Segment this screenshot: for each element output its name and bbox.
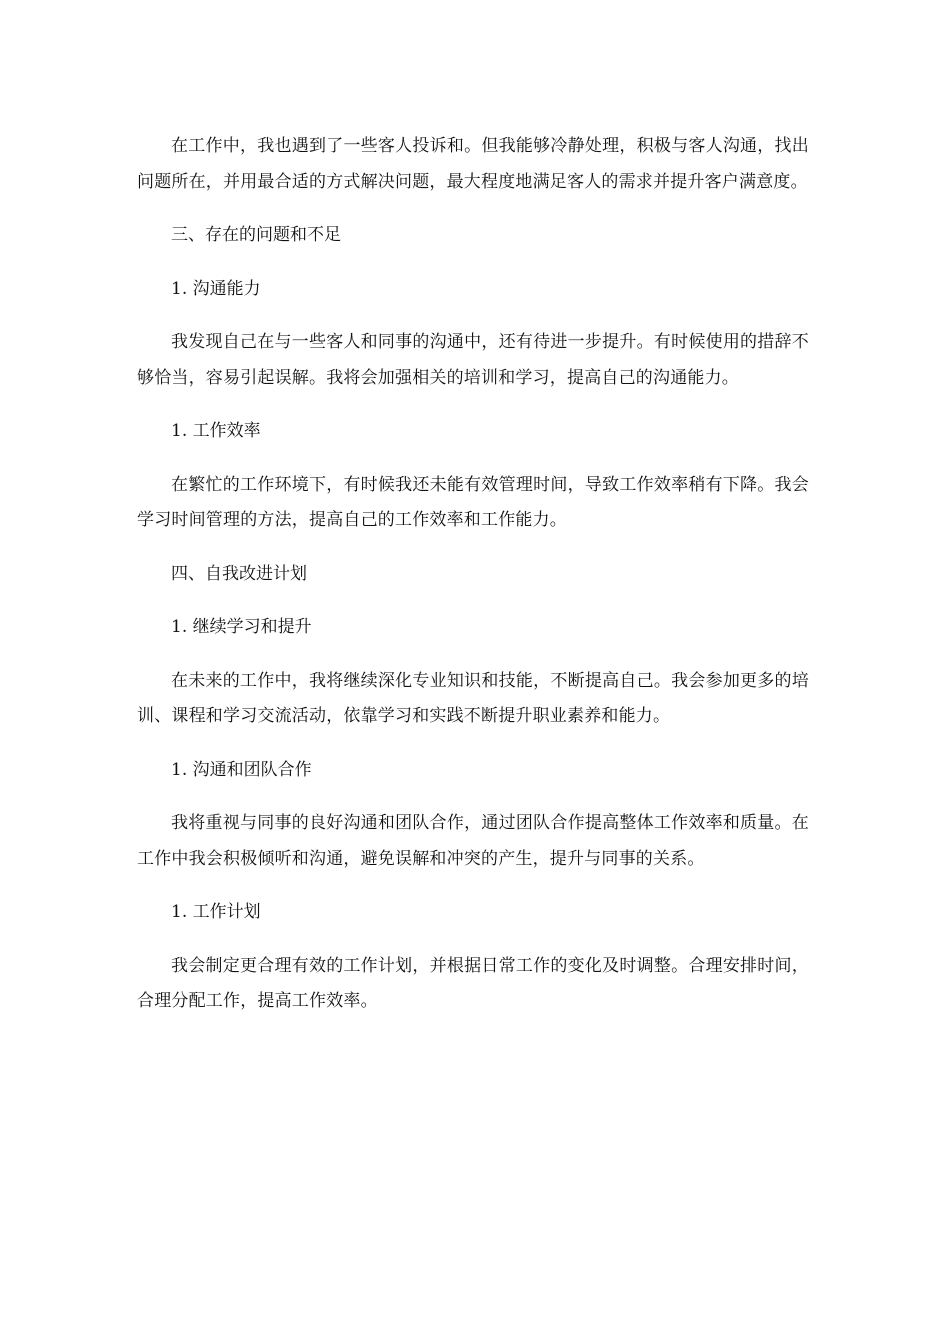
paragraph-communication-ability: 我发现自己在与一些客人和同事的沟通中，还有待进一步提升。有时候使用的措辞不够恰当，容易引起误解。我将会加强相关的培训和学习，提高自己的沟通能力。	[137, 332, 809, 388]
paragraph-work-plan: 我会制定更合理有效的工作计划，并根据日常工作的变化及时调整。合理安排时间，合理分配工作，提高工作效率。	[137, 955, 809, 1011]
paragraph-complaint-handling: 在工作中，我也遇到了一些客人投诉和。但我能够冷静处理，积极与客人沟通，找出问题所在，并用最合适的方式解决问题，最大程度地满足客人的需求并提升客户满意度。	[137, 136, 809, 192]
subheading-work-plan: 1. 工作计划	[171, 902, 261, 922]
paragraph-work-efficiency: 在繁忙的工作环境下，有时候我还未能有效管理时间，导致工作效率稍有下降。我会学习时间管理的方法，提高自己的工作效率和工作能力。	[137, 474, 809, 530]
subheading-communication-ability: 1. 沟通能力	[171, 278, 261, 299]
subheading-work-efficiency: 1. 工作效率	[171, 421, 261, 441]
section-heading-improvement-plan: 四、自我改进计划	[171, 563, 307, 584]
section-heading-problems: 三、存在的问题和不足	[171, 225, 341, 245]
paragraph-continuous-learning: 在未来的工作中，我将继续深化专业知识和技能，不断提高自己。我会参加更多的培训、课程和学习交流活动，依靠学习和实践不断提升职业素养和能力。	[137, 670, 809, 726]
subheading-continuous-learning: 1. 继续学习和提升	[171, 617, 312, 637]
paragraph-teamwork: 我将重视与同事的良好沟通和团队合作，通过团队合作提高整体工作效率和质量。在工作中我会积极倾听和沟通，避免误解和冲突的产生，提升与同事的关系。	[137, 813, 809, 869]
subheading-teamwork: 1. 沟通和团队合作	[171, 759, 312, 780]
document-body	[137, 129, 809, 1020]
